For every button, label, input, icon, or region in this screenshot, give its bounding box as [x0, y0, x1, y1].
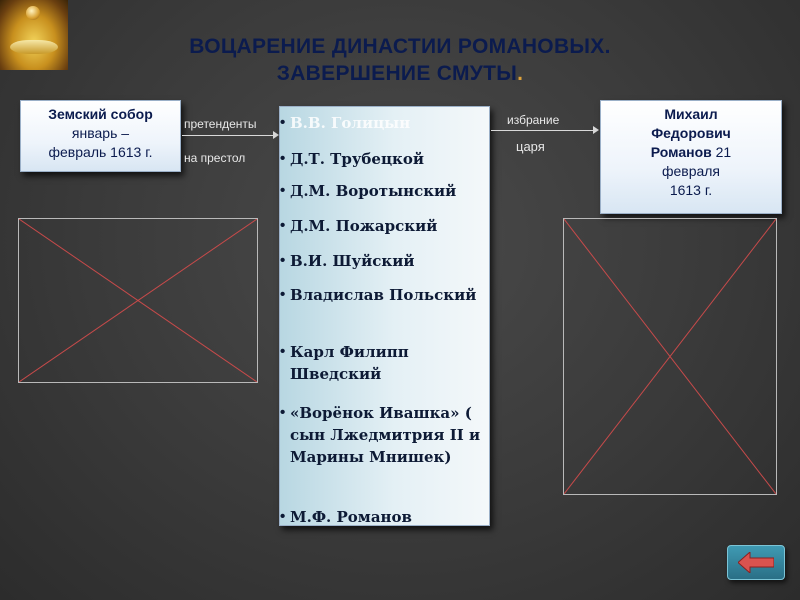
crown-jewel [26, 6, 40, 20]
zemsky-sobor-label: Земский собор [48, 106, 153, 122]
bullet: • [280, 252, 286, 269]
zemsky-sobor-date-line1: январь – [71, 125, 130, 141]
bullet: • [280, 508, 286, 525]
romanov-surname: Романов [650, 144, 712, 160]
bullet: • [280, 286, 286, 303]
tsar-label: царя [516, 139, 545, 154]
bullet: • [280, 150, 286, 167]
candidate-item [280, 250, 485, 272]
romanov-day: 21 [711, 144, 732, 160]
crown-image [0, 0, 68, 70]
candidate-name: М.Ф. Романов [290, 508, 412, 526]
candidate-name: В.И. Шуйский [290, 252, 415, 270]
placeholder-cross-left [19, 219, 257, 382]
crown-band [10, 40, 58, 54]
romanov-month: февраля [661, 163, 721, 179]
romanov-patronymic: Федорович [651, 125, 731, 141]
candidate-name: Д.Т. Трубецкой [290, 150, 425, 168]
candidate-item [280, 215, 485, 237]
slide-title-text: ЗАВЕРШЕНИЕ СМУТЫ [276, 62, 518, 85]
candidate-name: «Ворёнок Ивашка» ( сын Лжедмитрия II и Марины Мнишек) [290, 404, 481, 466]
candidates-box [279, 106, 490, 526]
throne-label: на престол [184, 151, 246, 165]
slide-title-line2 [100, 60, 700, 88]
mikhail-romanov-box [600, 100, 782, 214]
candidate-item [280, 284, 485, 306]
candidate-item [280, 148, 485, 170]
zemsky-sobor-box [20, 100, 181, 172]
zemsky-sobor-date-line2: февраль 1613 г. [48, 144, 153, 160]
candidate-name: Д.М. Пожарский [290, 217, 438, 235]
placeholder-cross-right [564, 219, 776, 494]
candidate-item [280, 341, 485, 385]
slide-title-line1: ВОЦАРЕНИЕ ДИНАСТИИ РОМАНОВЫХ. [189, 35, 611, 58]
bullet: • [280, 343, 286, 360]
candidate-item [280, 180, 485, 202]
back-arrow-icon [738, 552, 774, 573]
pretenders-label: претенденты [184, 117, 257, 131]
election-label: избрание [507, 113, 560, 127]
romanov-first-name: Михаил [664, 106, 718, 122]
candidate-name: Д.М. Воротынский [290, 182, 457, 200]
bullet: • [280, 217, 286, 234]
bullet: • [280, 114, 286, 131]
romanov-year: 1613 г. [669, 182, 713, 198]
candidate-item [280, 402, 485, 468]
candidate-name: Владислав Польский [290, 286, 477, 304]
image-placeholder-right [563, 218, 777, 495]
bullet: • [280, 182, 286, 199]
back-button[interactable] [727, 545, 785, 580]
candidate-name: В.В. Голицын [290, 114, 411, 132]
image-placeholder-left [18, 218, 258, 383]
right-connector-line [491, 130, 594, 131]
candidate-item [280, 506, 485, 528]
right-connector-arrowhead [593, 126, 599, 134]
left-connector-line [182, 135, 274, 136]
title-accent-dot: . [517, 62, 524, 85]
romanov-surname-line [601, 143, 781, 162]
bullet: • [280, 404, 286, 421]
candidate-name: Карл Филипп Шведский [290, 343, 409, 383]
candidate-item [280, 112, 485, 134]
